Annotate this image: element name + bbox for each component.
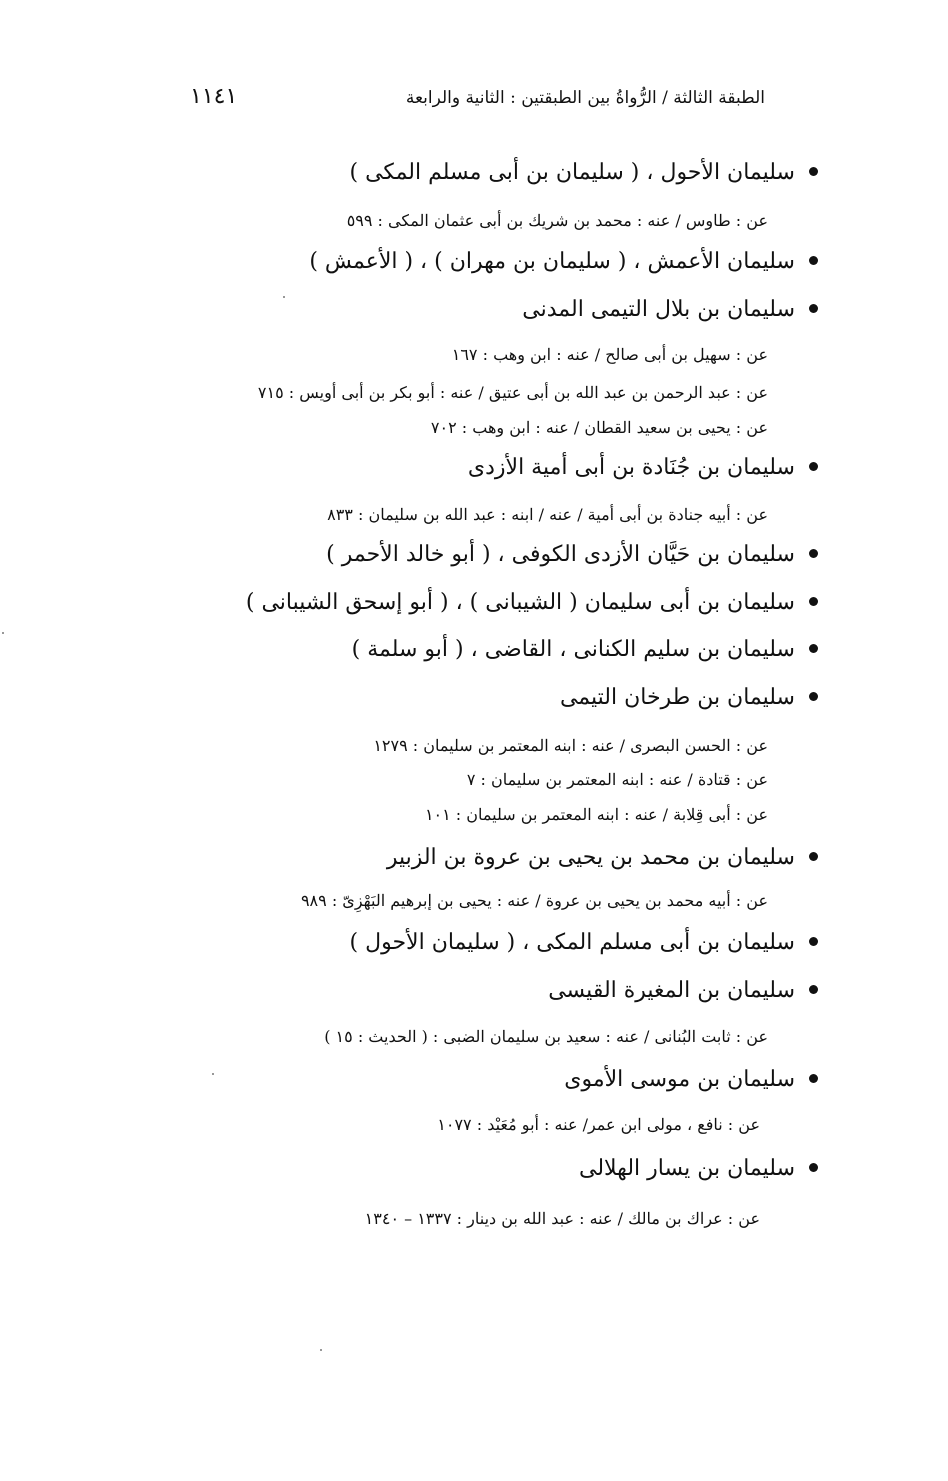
scan-speck: [2, 632, 4, 634]
entry-heading: سليمان بن يسار الهلالى: [579, 1156, 818, 1181]
bullet-icon: [809, 1074, 818, 1083]
entry-heading: سليمان بن أبى سليمان ( الشيبانى ) ، ( أبو إسحق الشيبانى ): [246, 590, 818, 615]
entry-narration-line: عن : قتادة / عنه : ابنه المعتمر بن سليمان : ٧: [466, 770, 768, 789]
entry-narration-line: عن : ثابت البُنانى / عنه : سعيد بن سليمان الضبى : ( الحديث : ١٥ ): [324, 1027, 768, 1046]
page-number: ١١٤١: [190, 84, 238, 109]
bullet-icon: [809, 597, 818, 606]
entry-narration-line: عن : يحيى بن سعيد القطان / عنه : ابن وهب : ٧٠٢: [430, 418, 768, 437]
bullet-icon: [809, 692, 818, 701]
bullet-icon: [809, 304, 818, 313]
bullet-icon: [809, 644, 818, 653]
bullet-icon: [809, 256, 818, 265]
entry-narration-line: عن : سهيل بن أبى صالح / عنه : ابن وهب : ١٦٧: [451, 345, 768, 364]
scan-speck: [212, 1073, 214, 1075]
entry-heading: سليمان بن طرخان التيمى: [560, 685, 818, 710]
entry-narration-line: عن : أبيه جنادة بن أبى أمية / عنه / ابنه : عبد الله بن سليمان : ٨٣٣: [327, 505, 768, 524]
entry-narration-line: عن : عبد الرحمن بن عبد الله بن أبى عتيق / عنه : أبو بكر بن أبى أويس : ٧١٥: [257, 383, 768, 402]
scan-speck: [283, 296, 285, 298]
bullet-icon: [809, 167, 818, 176]
entry-heading: سليمان بن محمد بن يحيى بن عروة بن الزبير: [387, 845, 818, 870]
entry-heading: سليمان بن بلال التيمى المدنى: [522, 297, 818, 322]
entry-heading: سليمان بن سليم الكنانى ، القاضى ، ( أبو سلمة ): [352, 637, 818, 662]
bullet-icon: [809, 937, 818, 946]
entry-narration-line: عن : عراك بن مالك / عنه : عبد الله بن دينار : ١٣٣٧ – ١٣٤٠: [364, 1209, 760, 1228]
entry-narration-line: عن : أبيه محمد بن يحيى بن عروة / عنه : يحيى بن إبرهيم البَهْزِىّ : ٩٨٩: [300, 891, 768, 910]
bullet-icon: [809, 462, 818, 471]
entry-heading: سليمان بن جُنَادة بن أبى أمية الأزدى: [468, 455, 818, 480]
entry-narration-line: عن : الحسن البصرى / عنه : ابنه المعتمر بن سليمان : ١٢٧٩: [373, 736, 768, 755]
bullet-icon: [809, 852, 818, 861]
bullet-icon: [809, 549, 818, 558]
entry-heading: سليمان بن أبى مسلم المكى ، ( سليمان الأحول ): [350, 930, 818, 955]
entry-narration-line: عن : طاوس / عنه : محمد بن شريك بن أبى عثمان المكى : ٥٩٩: [346, 211, 768, 230]
entry-heading: سليمان الأحول ، ( سليمان بن أبى مسلم المكى ): [350, 160, 818, 185]
entry-narration-line: عن : أبى قِلابة / عنه : ابنه المعتمر بن سليمان : ١٠١: [424, 805, 768, 824]
bullet-icon: [809, 1163, 818, 1172]
entry-heading: سليمان الأعمش ، ( سليمان بن مهران ) ، ( الأعمش ): [309, 249, 818, 274]
bullet-icon: [809, 985, 818, 994]
entry-narration-line: عن : نافع ، مولى ابن عمر/ عنه : أبو مُعَيْد : ١٠٧٧: [437, 1115, 760, 1134]
running-header-title: الطبقة الثالثة / الرُّواةُ بين الطبقتين : الثانية والرابعة: [405, 88, 765, 108]
entry-heading: سليمان بن حَيَّان الأزدى الكوفى ، ( أبو خالد الأحمر ): [326, 542, 818, 567]
entry-heading: سليمان بن المغيرة القيسى: [548, 978, 818, 1003]
entry-heading: سليمان بن موسى الأموى: [564, 1067, 818, 1092]
scan-speck: [320, 1349, 322, 1351]
running-header: [190, 84, 765, 118]
